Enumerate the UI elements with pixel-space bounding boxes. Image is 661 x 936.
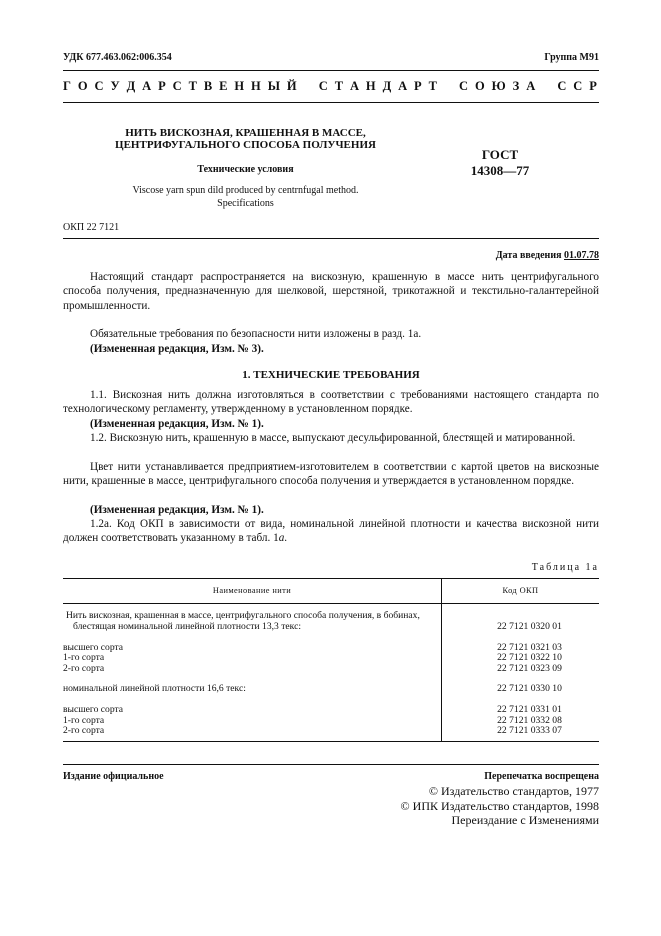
title-space [444, 79, 454, 95]
revision-note-1a: (Измененная редакция, Изм. № 1). [90, 418, 264, 430]
table-cell-code: 22 7121 0333 07 [442, 726, 600, 741]
table-cell-name: 2-го сорта [63, 664, 442, 675]
title-letter: Т [334, 79, 346, 93]
revision-note-3: (Измененная редакция, Изм. № 3). [90, 343, 264, 355]
table-cell-code: 22 7121 0330 10 [497, 683, 562, 695]
english-title-line1: Viscose yarn spun dild produced by centrnfugal method. [132, 185, 359, 196]
english-title [63, 184, 428, 210]
column-header-code: Код ОКП [442, 579, 600, 604]
title-letter: Й [286, 79, 299, 93]
title-letter: Н [234, 79, 247, 93]
footer-rule [63, 764, 599, 765]
copyright-1977: © Издательство стандартов, 1977 [428, 784, 599, 798]
reprint-prohibited: Перепечатка воспрещена [484, 771, 599, 782]
title-letter: С [459, 79, 471, 93]
title-letter: С [94, 79, 106, 93]
title-letter: У [110, 79, 122, 93]
title-letter: Т [188, 79, 199, 93]
table-header-row [63, 579, 599, 604]
table-cell-code: 22 7121 0332 08 [497, 714, 562, 726]
state-standard-title [63, 79, 599, 95]
title-letter: О [77, 79, 90, 93]
title-letter: А [349, 79, 361, 93]
clause-1-2: 1.2. Вискозную нить, крашенную в массе, выпускают десульфированной, блестящей и матированной. [90, 432, 576, 444]
copyright-block [401, 784, 599, 828]
title-letter: Н [365, 79, 378, 93]
title-letter: Е [219, 79, 230, 93]
document-title-line1: НИТЬ ВИСКОЗНАЯ, КРАШЕННАЯ В МАССЕ, [125, 127, 366, 139]
document-subtitle: Технические условия [197, 164, 294, 175]
table-cell-name: 2-го сорта [63, 726, 442, 741]
gost-designation [440, 147, 560, 179]
title-space [304, 79, 314, 95]
column-header-name: Наименование нити [63, 579, 442, 604]
title-letter: Р [589, 79, 599, 93]
table-cell-code: 22 7121 0321 03 [497, 641, 562, 653]
okp-code: ОКП 22 7121 [63, 222, 120, 233]
title-letter: А [526, 79, 538, 93]
title-space [542, 79, 552, 95]
scope-paragraph: Настоящий стандарт распространяется на вискозную, крашенную в массе нить центрифугального способа получения, предназначенную для шелковой, шерстяной, трикотажной и текстильно-галантерейной промышленности. [63, 271, 599, 312]
reissue-note: Переиздание с Изменениями [451, 813, 599, 827]
document-title-line2: ЦЕНТРИФУГАЛЬНОГО СПОСОБА ПОЛУЧЕНИЯ [115, 138, 376, 151]
safety-paragraph: Обязательные требования по безопасности нити изложены в разд. 1а. [90, 328, 422, 340]
okp-code-table [63, 578, 599, 742]
clause-1-2a-table-letter: а [278, 532, 285, 545]
table-row [63, 695, 599, 716]
english-title-line2: Specifications [217, 198, 274, 209]
title-letter: С [573, 79, 585, 93]
revision-note-1b: (Измененная редакция, Изм. № 1). [90, 504, 264, 516]
udk-code: УДК 677.463.062:006.354 [63, 52, 172, 63]
table-row [63, 674, 599, 695]
title-letter: Ы [267, 79, 282, 93]
title-letter: Н [251, 79, 263, 93]
header-rule-bottom [63, 102, 599, 103]
title-letter: Р [414, 79, 424, 93]
title-letter: Ю [491, 79, 508, 93]
table-cell-name: высшего сорта [63, 695, 442, 716]
intro-date-value: 01.07.78 [564, 250, 599, 261]
title-letter: Г [63, 79, 73, 93]
gost-number: 14308—77 [470, 163, 530, 178]
title-letter: З [512, 79, 522, 93]
table-cell-code: 22 7121 0331 01 [497, 703, 562, 715]
title-letter: С [172, 79, 184, 93]
table-cell-name: 1-го сорта [63, 716, 442, 727]
intro-date [496, 250, 599, 261]
title-letter: Д [382, 79, 394, 93]
color-paragraph: Цвет нити устанавливается предприятием-изготовителем в соответствии с картой цветов на вискозные нити, крашенные в массе, центрифугального способа получения и утверждается в установленном порядке. [63, 461, 599, 488]
official-edition: Издание официальное [63, 771, 164, 782]
section-1-heading: 1. ТЕХНИЧЕСКИЕ ТРЕБОВАНИЯ [242, 369, 420, 381]
title-letter: С [318, 79, 330, 93]
table-cell-name: Нить вискозная, крашенная в массе, центрифугального способа получения, в бобинах, блестящая номинальной линейной плотности 13,3 текс: [63, 604, 442, 633]
title-letter: А [142, 79, 154, 93]
title-letter: Т [428, 79, 439, 93]
clause-1-2a-end: . [284, 532, 288, 545]
title-letter: Р [158, 79, 168, 93]
table-cell-name: 1-го сорта [63, 653, 442, 664]
table-row [63, 664, 599, 675]
intro-date-label: Дата введения [495, 250, 562, 261]
table-caption: Таблица 1а [531, 562, 599, 573]
title-letter: А [398, 79, 410, 93]
title-letter: С [557, 79, 569, 93]
table-row [63, 726, 599, 741]
document-title [63, 128, 428, 151]
table-row [63, 633, 599, 654]
table-row [63, 604, 599, 633]
group-code: Группа М91 [544, 52, 599, 63]
table-cell-name: номинальной линейной плотности 16,6 текс: [63, 674, 442, 695]
title-letter: Д [126, 79, 138, 93]
title-letter: В [203, 79, 215, 93]
gost-label: ГОСТ [481, 147, 519, 162]
title-letter: О [475, 79, 487, 93]
clause-1-1: 1.1. Вискозная нить должна изготовляться в соответствии с требованиями настоящего стандарта по технологическому регламенту, утвержденному в установленном порядке. [63, 389, 599, 416]
table-cell-name: высшего сорта [63, 633, 442, 654]
clause-1-2a [63, 517, 599, 546]
header-rule-top [63, 70, 599, 71]
copyright-1998: © ИПК Издательство стандартов, 1998 [400, 798, 599, 813]
table-cell-code: 22 7121 0323 09 [497, 662, 562, 674]
title-block-rule [63, 238, 599, 239]
table-cell-code: 22 7121 0320 01 [497, 621, 562, 632]
clause-1-2a-text: 1.2а. Код ОКП в зависимости от вида, номинальной линейной плотности и качества вискозной нити должен соответствовать указанному в табл. 1 [63, 518, 599, 545]
table-cell-code: 22 7121 0322 10 [497, 652, 562, 664]
